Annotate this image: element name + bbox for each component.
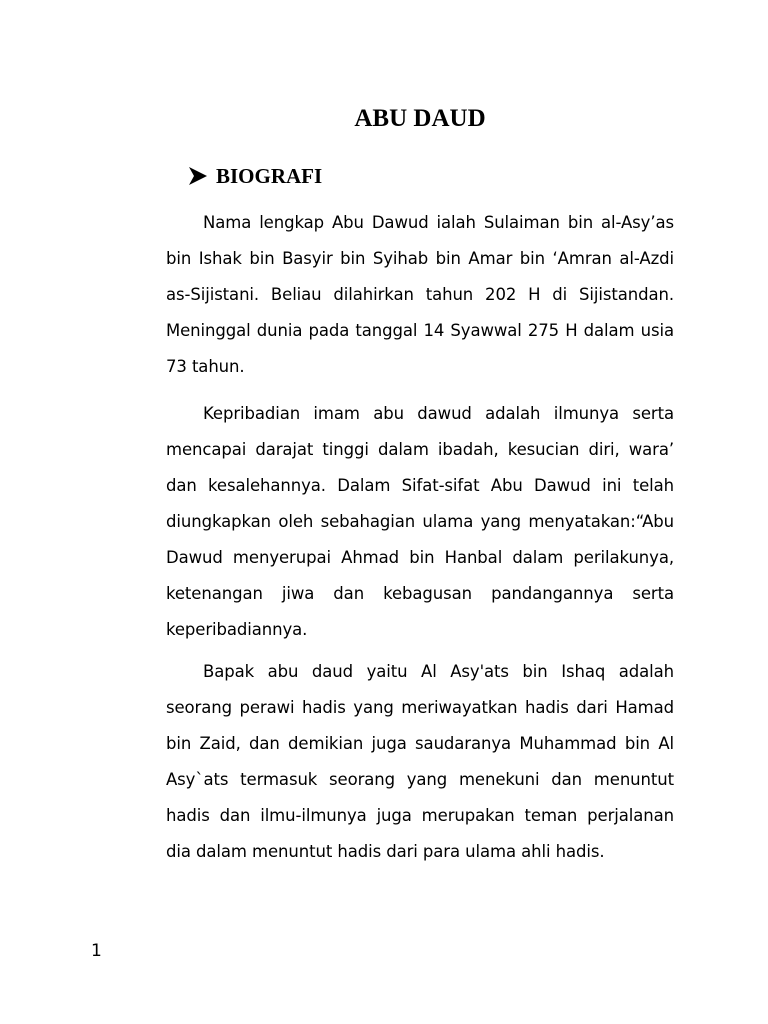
section-heading bbox=[187, 161, 322, 191]
paragraph-personality: Kepribadian imam abu dawud adalah ilmunya serta mencapai darajat tinggi dalam ibadah, kesucian diri, wara’ dan kesalehannya. Dalam Sifat-sifat Abu Dawud ini telah diungkapkan oleh sebahagian ulama yang menyatakan:“Abu Dawud menyerupai Ahmad bin Hanbal dalam perilakunya, ketenangan jiwa dan kebagusan pandangannya serta keperibadiannya. bbox=[166, 404, 674, 639]
page-title: ABU DAUD bbox=[354, 105, 486, 132]
arrowhead-bullet-icon bbox=[187, 165, 209, 187]
page-number: 1 bbox=[91, 941, 102, 961]
paragraph-biography: Nama lengkap Abu Dawud ialah Sulaiman bin al-Asy’as bin Ishak bin Basyir bin Syihab bin Amar bin ‘Amran al-Azdi as-Sijistani. Beliau dilahirkan tahun 202 H di Sijistandan. Meninggal dunia pada tanggal 14 Syawwal 275 H dalam usia 73 tahun. bbox=[166, 213, 674, 376]
paragraph-father: Bapak abu daud yaitu Al Asy'ats bin Ishaq adalah seorang perawi hadis yang meriwayatkan hadis dari Hamad bin Zaid, dan demikian juga saudaranya Muhammad bin Al Asy`ats termasuk seorang yang menekuni dan menuntut hadis dan ilmu-ilmunya juga merupakan teman perjalanan dia dalam menuntut hadis dari para ulama ahli hadis. bbox=[166, 662, 674, 861]
section-heading-text: BIOGRAFI bbox=[216, 164, 323, 188]
